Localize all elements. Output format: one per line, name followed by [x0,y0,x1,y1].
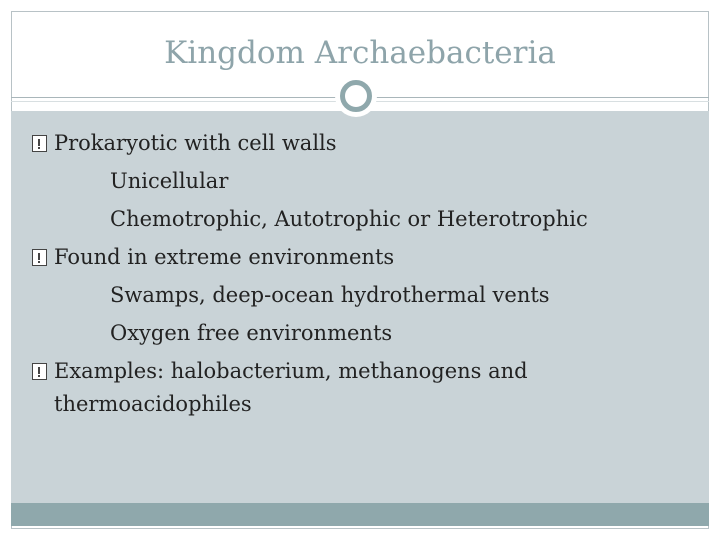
bullet-item [32,238,692,276]
slide-title: Kingdom Archaebacteria [164,35,556,71]
bottom-accent-bar [11,503,709,526]
sub-item: Oxygen free environments [110,321,393,345]
bullet-text: Prokaryotic with cell walls [54,131,337,155]
missing-glyph-box-icon [32,135,47,152]
bullet-text: Found in extreme environments [54,245,395,269]
sub-item: Unicellular [110,169,229,193]
bullet-continuation: thermoacidophiles [54,392,252,416]
missing-glyph-box-icon [32,363,47,380]
sub-item: Swamps, deep-ocean hydrothermal vents [110,283,550,307]
slide-body [32,124,692,423]
missing-glyph-box-icon [32,249,47,266]
bullet-item [32,124,692,162]
sub-item: Chemotrophic, Autotrophic or Heterotrophic [110,207,588,231]
bullet-text: Examples: halobacterium, methanogens and [54,359,528,383]
bullet-item [32,352,692,390]
circle-ornament-icon [340,80,372,112]
